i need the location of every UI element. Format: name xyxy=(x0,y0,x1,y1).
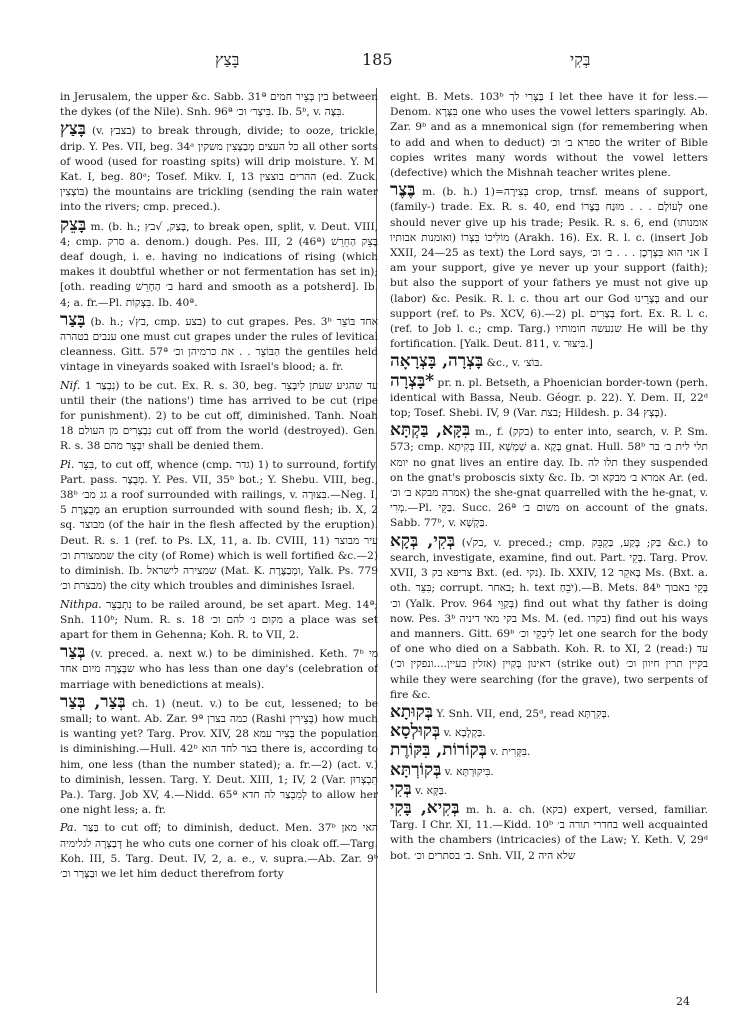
sub-entry xyxy=(60,457,378,595)
dictionary-entry xyxy=(390,740,708,761)
entry-lemma: בָּצְרָה, בָּצְרָאָה xyxy=(390,351,484,372)
entry-lemma: בְּצַר, בְּצַר xyxy=(60,691,126,712)
dictionary-entry xyxy=(390,721,708,742)
entry-text: m., f. (בקק) to enter into, search, v. P. Sm. 573; cmp. בְּקִיתָא III, שְׁמְשָׁא a. בָּקָא gnat. Hull. 58ᵇ תלי לית ב׳ בר יומא no gnat lives an entire day. Ib. תלו לה they suspended on the gnat's proboscis sixty &c. Ib. אמרא ב׳ מבקא וכ׳ Ar. (ed. אמרה מבקא ב׳ וכ׳) the she-gnat quarrelled with the he-gnat, v. מְרִי.—Pl. בַּקֵּי. Succ. 26ª משום ב׳ on account of the gnats. Sabb. 77ᵇ, v. בַּקְשָׁא. xyxy=(390,426,708,530)
right-column xyxy=(390,90,708,995)
entry-text: (v. בצבץ) to break through, divide; to ooze, trickle, drip. Y. Pes. VII, beg. 34ᵃ כל העצים מְבַצְּצִין משקין all other sorts of wood (used for roasting spits) will drip moisture. Y. M. Kat. I, beg. 80ᵃ; Tosef. Mikv. I, 13 ההרים בוצצין (ed. Zuck. בּוֹצְצִין) the mountains are trickling (sending the rain water into the rivers; cmp. preced.). xyxy=(60,125,378,214)
entry-text: in Jerusalem, the upper &c. Sabb. 31ª בין בְּצֵיר חמים between the dykes (of the Nile). Snh. 96ª בִּיצְר׳ וכ׳. Ib. 5ᵇ, v. בִּצָּה. xyxy=(60,91,378,119)
entry-text: pr. n. pl. Betseth, a Phoenician border-town (perh. identical with Bassa, Neub. Géogr. p. 22). Y. Dem. II, 22ᵈ top; Tosef. Shebi. IV, 9 (Var. בצת; Hildesh. p. 34 בָּצְץ). xyxy=(390,376,708,420)
dictionary-entry xyxy=(60,642,378,693)
dictionary-entry xyxy=(390,778,708,799)
dictionary-entry xyxy=(390,797,708,864)
entry-lemma: בְּקִי, בְּקָא xyxy=(390,530,456,551)
continued-paragraph xyxy=(390,90,708,181)
dictionary-entry xyxy=(60,309,378,376)
dictionary-entry xyxy=(390,351,708,372)
dictionary-entry xyxy=(390,530,708,703)
entry-text: v. בַּקְלָבָא. xyxy=(443,727,486,740)
entry-text: v. בַּקָּא. xyxy=(415,784,448,797)
entry-text: (v. preced. a. next w.) to be diminished. Keth. 7ᵇ מי שבְּצָרָה מיום אחד who has less than one day's (celebration of marriage with benedictions at meals). xyxy=(60,648,378,691)
entry-lemma: בֶּצֶר xyxy=(390,180,416,201)
dictionary-entry xyxy=(390,759,708,780)
running-headword-right: בְּקִי xyxy=(570,50,591,69)
entry-lemma: בְּקִיא, בָּקִי xyxy=(390,797,460,818)
entry-text: v. בִּיקוּרְתָּא. xyxy=(444,765,494,778)
entry-lemma: בְּקוּתָא xyxy=(390,701,433,722)
entry-text: נִתְבַּצֵּר to be railed around, be set apart. Meg. 14ª; Snh. 110ᵇ; Num. R. s. 18 מקום נ׳ להם וכ׳ a place was set apart for them in Gehenna; Koh. R. to VII, 2. xyxy=(60,598,378,641)
entry-text: eight. B. Mets. 103ᵇ בַּצְּרִי לך I let thee have it for less.—Denom. בִּצְּרָא one who uses the vowel letters sparingly. Ab. Zar. 9ᵇ and as a mnemonical sign (for remembering when to add and when to deduct) ספרא ב׳ וכ׳ the writer of Bible copies writes many words without the vowel letters (defective) which the Mishnah teacher writes plene. xyxy=(390,91,708,180)
page-header xyxy=(40,50,720,72)
dictionary-entry xyxy=(60,119,378,215)
entry-lemma: בְּקוֹרְתָּא xyxy=(390,759,442,780)
dictionary-entry xyxy=(390,701,708,722)
entry-lemma: Nithpa. xyxy=(60,597,102,611)
entry-text: v. בִּקְּרִית. xyxy=(490,746,531,759)
continued-paragraph xyxy=(60,90,378,120)
dictionary-entry xyxy=(60,214,378,311)
left-column xyxy=(60,90,378,995)
page-number: 185 xyxy=(362,50,393,69)
entry-text: בַּצַּר to cut off; to diminish, deduct. Men. 37ᵇ האי מאן דְבַצְּרָה לגלימיה he who cuts one corner of his cloak off.—Targ. Koh. III, 5. Targ. Deut. IV, 2, a. e., v. supra.—Ab. Zar. 9ᵇ וּבַצְּרַר וכ׳ we let him deduct therefrom forty xyxy=(60,822,378,880)
sub-entry xyxy=(60,378,378,455)
entry-lemma: בְּקִי xyxy=(390,778,412,799)
entry-lemma: בְּקוּלְסָא xyxy=(390,721,441,742)
entry-text: ch. 1) (neut. v.) to be cut, lessened; to be small; to want. Ab. Zar. 9ª כמה בצרן (Rashi בְּצֵירִין) how much is wanting yet? Targ. Prov. XIV, 28 בְּצִיר עמא the population is diminishing.—Hull. 42ᵇ בצר לחד הוא there is, according to him, one less (than the number stated); a. fr.—2) (act. v.) to diminish, lessen. Targ. Y. Deut. XIII, 1; IV, 2 (Var. תִבְצְרוּן Pa.). Targ. Job XV, 4.—Nidd. 65ª לְמִבְצַר לה חדא to allow her one night less; a. fr. xyxy=(60,697,378,817)
entry-lemma: *בָּצְרָה xyxy=(390,370,435,391)
entry-text: (b. h.; √בץ, cmp. בצע) to cut grapes. Pes. 3ᵇ אחד בּוֹצֵר ענבים בטהרה one must cut grapes under the rules of levitical cleanness. Gitt. 57ª הַבּוֹצֵר . . את כרמיהן וכ׳ the gentiles held vintage in vineyards soaked with Israel's blood; a. fr. xyxy=(60,315,378,374)
entry-lemma: בְּקוֹרוֹת, בִּקּוֹרֶת xyxy=(390,740,487,761)
dictionary-entry xyxy=(60,691,378,819)
entry-lemma: Pa. xyxy=(60,821,77,835)
dictionary-entry xyxy=(390,370,708,422)
sub-entry xyxy=(60,820,378,882)
printer-signature: 24 xyxy=(676,995,690,1008)
entry-lemma: בְּצַר xyxy=(60,642,86,663)
entry-text: נִבְצַר 1) to be cut. Ex. R. s. 30, beg. עד שהגיע שעתן לִיבָּצֵר until their (the nations') time has arrived to be cut (ripe for punishment). 2) to be cut off, diminished. Tanh. Noah 18 נִבְצְרִים מן העולם cut off from the world (destroyed). Gen. R. s. 38 יִבָּצֵר מהם shall be denied them. xyxy=(60,379,378,453)
dictionary-entry xyxy=(390,180,708,352)
running-headword-left: בָּצַץ xyxy=(215,50,240,69)
entry-text: בִּצֵּר, to cut off, whence (cmp. גדר) 1) to surround, fortify. Part. pass. מְבֻצָּר. Y. Pes. VII, 35ᵇ bot.; Y. Shebu. VIII, beg., 38ᵇ גג מב׳ a roof surrounded with railings, v. בִּצּוּרָה.—Neg. I, 5 מְבֻצֶּרֶת an eruption surrounded with sound flesh; ib. X, 2 sq. מבוצר (of the hair in the flesh affected by the eruption). Deut. R. s. 1 (ref. to Ps. LX, 11, a. Ib. CVIII, 11) עיר מבוצר שממצורת וכ׳ the city (of Rome) which is well fortified &c.—2) to diminish. Ib. שמצירה לישראל (Mat. K. ומְבַצֶּרֶת, Yalk. Ps. 779 מבצרת וכ׳) the city which troubles and diminishes Israel. xyxy=(60,458,378,593)
entry-lemma: בִּקָּא, בַּקְתָּא xyxy=(390,420,471,441)
dictionary-entry xyxy=(390,420,708,531)
entry-lemma: בָּצַץ xyxy=(60,119,86,140)
entry-lemma: Pi. xyxy=(60,457,75,471)
entry-text: (√בק, v. preced.; cmp. בַּק; בָּקַע, בַּקְבֵּק &c.) to search, investigate, examine, find out. Part. בָּקֵי. Targ. Prov. XVII, 3 צריפא בק Bxt. (ed. נקי). Ib. XXIV, 12 בָּאקֵר Ms. (Bxt. a. oth. בִּצֵּר; corrupt. באחר; h. text יֹבֵחַ).—B. Mets. 84ᵇ בָּקֵי באבוך וכ׳ (Yalk. Prov. 964 בְּקַוֵּי) find out what thy father is doing now. Pes. 3ᵇ בקי מאי דיניה Ms. M. (ed. בקרו) find out his ways and manners. Gitt. 69ᵇ לִיבְקֵי וכ׳ let one search for the body of one who died on a Sabbath. Koh. R. to XI, 2 (read:) עד דאינון בְּקַיִין (אזלין בעיין....ונפקין וכ׳) (strike out) בקיין תרין חיוון וכ׳ while they were searching (for the grave), two serpents of fire &c. xyxy=(390,536,708,701)
sub-entry xyxy=(60,597,378,644)
entry-text: &c., v. בּוֹצ׳. xyxy=(486,357,543,370)
entry-lemma: Nif. xyxy=(60,378,81,392)
entry-lemma: בָּצֵק xyxy=(60,214,87,235)
entry-text: m. h. a. ch. (בקא) expert, versed, familiar. Targ. I Chr. XI, 11.—Kidd. 10ᵇ בחדרי תורה ב׳ well acquainted with the chambers (intricacies) of the Law; Y. Keth. V, 29ᵈ bot. ב׳ בסתרים וכ׳. Snh. VII, 2 שלא היה xyxy=(390,803,708,862)
entry-text: Y. Snh. VII, end, 25ᵈ, read בְּקִרְתָּא. xyxy=(436,707,611,720)
entry-text: m. (b. h.; בָּצַק, √בץ, to break open, split, v. Deut. VIII, 4; cmp. סרק a. denom.) dough. Pes. III, 2 (46ª) בָּצֵק הַחֵרֵשׁ deaf dough, i. e. having no indications of rising (which makes it doubtful whether or not fermentation has set in); [oth. reading ב׳ הַחָרֵשׁ hard and smooth as a potsherd]. Ib. 4; a. fr.—Pl. בִּצְקוֹת. Ib. 40ª. xyxy=(60,220,378,309)
entry-text: m. (b. h.) 1)=בְּצִירָה crop, trnsf. means of support, (family-) trade. Ex. R. s. 40, end לְעוֹלָם . . . מוּנַח בְּצֶרוֹ one should never give up his trade; Pesik. R. s. 6, end (אומנותו ואומנות אבותיו) מוֹלִיכוֹ בִּצְרוֹ (Arakh. 16). Ex. R. l. c. (insert Job XXII, 24—25 as text) the Lord says, אני הוא בִּצְרְכֶן . . . ב׳ וכ׳ I am your support, give ye never up your support (faith); but also the support of your fathers ye must not give up (labor) &c. Pesik. R. l. c. thou art our God בְּצָרֵינוּ and our support (ref. to Ps. XCV, 6).—2) pl. בְּצָרִים fort. Ex. R. l. c. (ref. to Job l. c.; cmp. Targ.) שנעשה חומותיו He will be thy fortification. [Yalk. Deut. 811, v. בִּיצּוּר.] xyxy=(390,186,708,351)
entry-lemma: בָּצַר xyxy=(60,309,86,330)
